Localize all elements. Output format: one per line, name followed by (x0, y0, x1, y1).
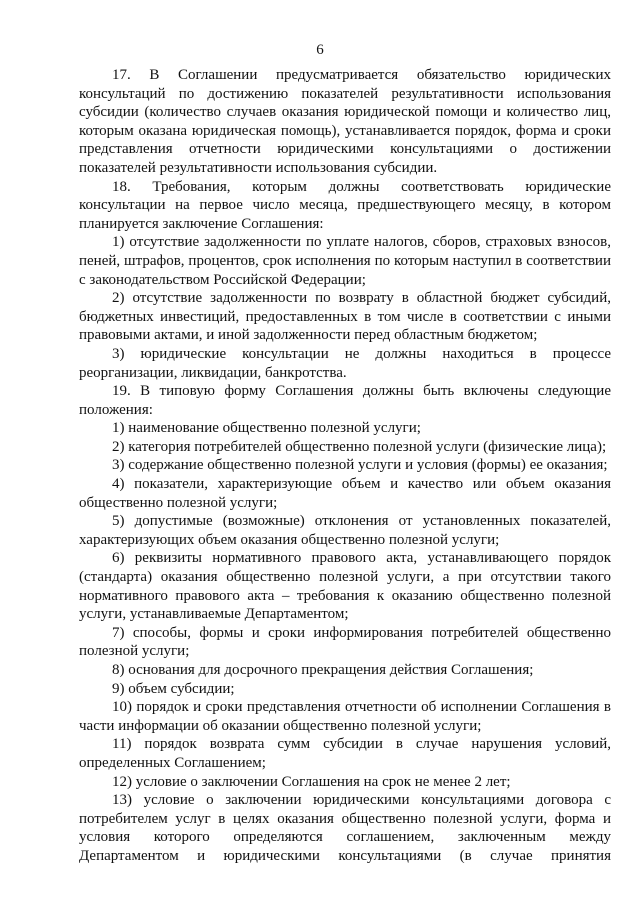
list-item-18-2: 2) отсутствие задолженности по возврату в областной бюджет субсидий, бюджетных инвестиций, предоставленных в том числе в соответствии с иными правовыми актами, и иной задолженности перед областным бюджетом; (79, 290, 611, 344)
list-item-19-7: 7) способы, формы и сроки информирования потребителей общественно полезной услуги; (79, 624, 611, 660)
list-item-19-13: 13) условие о заключении юридическими консультациями договора с потребителем услуг в целях оказания общественно полезной услуги, форма и условия которого определяются соглашением, заключенным между Департаментом и юридическими консультациями (в случае принятия (79, 792, 611, 864)
list-item-19-6: 6) реквизиты нормативного правового акта, устанавливающего порядок (стандарта) оказания общественно полезной услуги, а при отсутствии такого нормативного правового акта – требования к оказанию общественно полезной услуги, устанавливаемые Департаментом; (79, 550, 611, 623)
list-item-19-4: 4) показатели, характеризующие объем и качество или объем оказания общественно полезной услуги; (79, 476, 611, 511)
list-item-19-2: 2) категория потребителей общественно полезной услуги (физические лица); (112, 438, 607, 455)
list-item-19-9: 9) объем субсидии; (112, 680, 235, 697)
paragraph-19: 19. В типовую форму Соглашения должны быть включены следующие положения: (79, 383, 611, 418)
list-item-19-3: 3) содержание общественно полезной услуги и условия (формы) ее оказания; (112, 457, 608, 474)
list-item-18-1: 1) отсутствие задолженности по уплате налогов, сборов, страховых взносов, пеней, штрафов, процентов, срок исполнения по которым наступил в соответствии с законодательством Российской Федерации; (79, 234, 611, 288)
list-item-19-5: 5) допустимые (возможные) отклонения от установленных показателей, характеризующих объем оказания общественно полезной услуги; (79, 513, 611, 548)
list-item-19-11: 11) порядок возврата сумм субсидии в случае нарушения условий, определенных Соглашением; (79, 736, 611, 771)
paragraph-17: 17. В Соглашении предусматривается обязательство юридических консультаций по достижению показателей результативности использования субсидии (количество случаев оказания юридической помощи и количество лиц, которым оказана юридическая помощь), устанавливается порядок, форма и сроки представления отчетности юридическими консультациями о достижении показателей результативности использования субсидии. (79, 67, 611, 176)
list-item-19-8: 8) основания для досрочного прекращения действия Соглашения; (112, 662, 534, 678)
list-item-18-3: 3) юридические консультации не должны находиться в процессе реорганизации, ликвидации, банкротства. (79, 345, 611, 381)
list-item-19-1: 1) наименование общественно полезной услуги; (112, 420, 421, 437)
page-number: 6 (316, 42, 324, 58)
paragraph-18: 18. Требования, которым должны соответствовать юридические консультации на первое число месяца, предшествующего месяцу, в котором планируется заключение Соглашения: (79, 178, 611, 232)
document-body (79, 66, 611, 866)
list-item-19-10: 10) порядок и сроки представления отчетности об исполнении Соглашения в части информации об оказании общественно полезной услуги; (79, 699, 611, 734)
list-item-19-12: 12) условие о заключении Соглашения на срок не менее 2 лет; (112, 773, 511, 790)
